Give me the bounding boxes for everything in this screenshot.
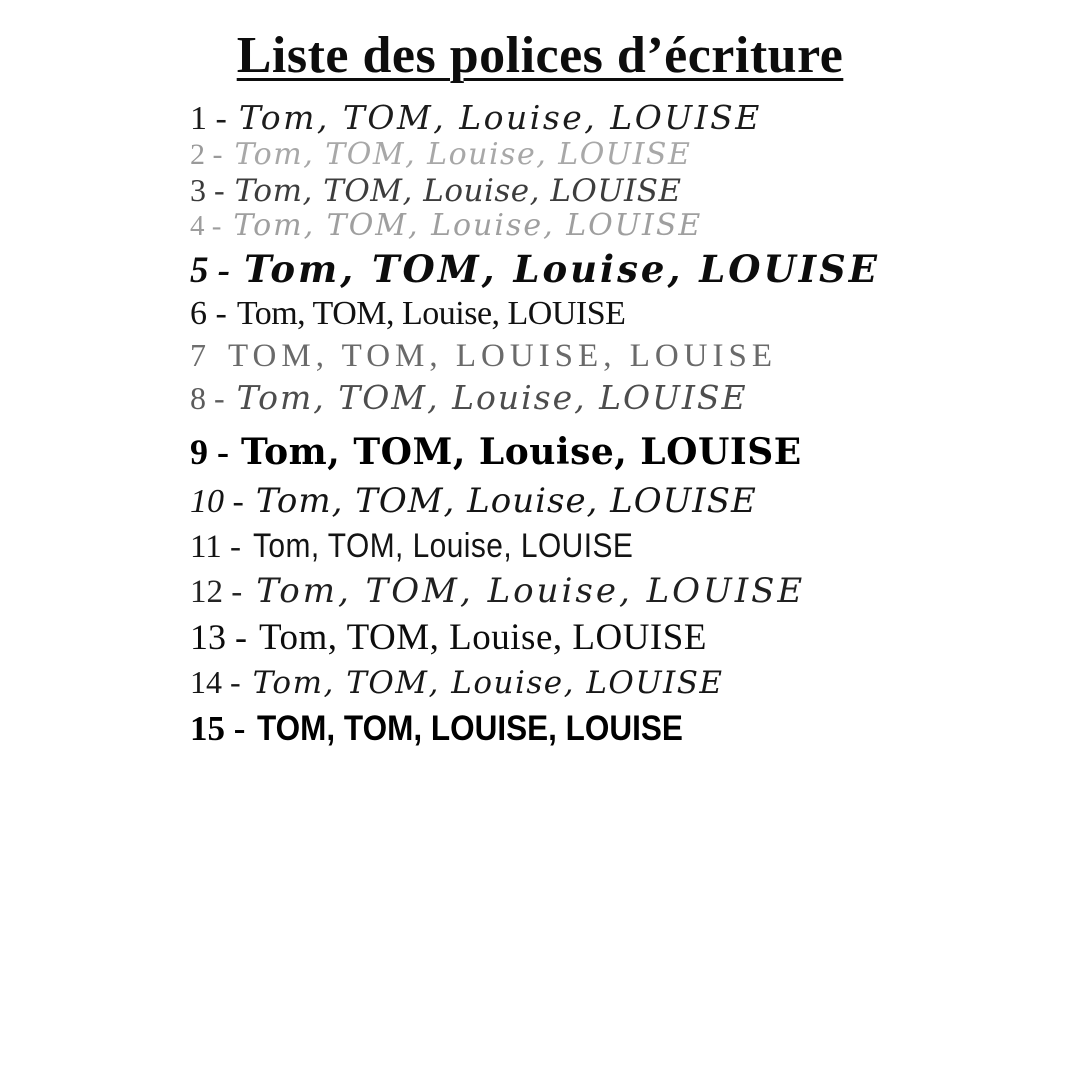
font-sample: Tom, TOM, Louise, LOUISE [236, 378, 748, 417]
font-sample: Tom, TOM, Louise, LOUISE [236, 295, 626, 332]
font-sample: Tom, TOM, Louise, LOUISE [238, 98, 762, 137]
font-index: 4 - [190, 210, 222, 242]
list-item [190, 571, 806, 611]
list-item [190, 619, 707, 656]
font-sample: Tom, TOM, Louise, LOUISE [252, 665, 724, 701]
page-title: Liste des polices d’écriture [236, 27, 844, 84]
font-sample: Tom, TOM, Louise, LOUISE [256, 571, 806, 611]
font-index: 10 - [190, 483, 244, 520]
font-sample: Tom, TOM, Louise, LOUISE [233, 208, 703, 243]
font-sample: Tom, TOM, Louise, LOUISE [259, 617, 707, 658]
font-sample: TOM, TOM, LOUISE, LOUISE [257, 709, 684, 748]
font-list [40, 99, 1040, 746]
list-item [190, 529, 685, 564]
font-index: 11 - [190, 529, 242, 565]
font-index: 5 - [190, 250, 231, 291]
font-index: 8 - [190, 380, 225, 416]
font-index: 7 [190, 337, 206, 373]
list-item [190, 711, 731, 746]
font-index: 9 - [190, 432, 229, 472]
list-item [190, 174, 682, 207]
list-item [190, 137, 692, 172]
list-item [190, 247, 880, 291]
font-sample: Tom, TOM, Louise, LOUISE [253, 527, 634, 565]
list-item [190, 297, 625, 331]
list-item [190, 98, 762, 137]
font-index: 1 - [190, 100, 227, 137]
list-item [190, 431, 802, 473]
font-sample: Tom, TOM, Louise, LOUISE [244, 247, 880, 291]
list-item [190, 378, 748, 417]
list-item [190, 666, 724, 699]
font-index: 12 - [190, 574, 243, 610]
font-index: 3 - [190, 172, 225, 208]
font-index: 15 - [190, 709, 246, 748]
list-item [190, 208, 703, 243]
font-sample: Tom, TOM, Louise, LOUISE [234, 173, 682, 209]
font-index: 2 - [190, 138, 223, 171]
list-item [190, 481, 757, 521]
font-index: 14 - [190, 664, 241, 700]
font-sample: Tom, TOM, Louise, LOUISE [241, 431, 802, 473]
font-sample: Tom, TOM, Louise, LOUISE [255, 481, 757, 521]
font-index: 6 - [190, 295, 227, 332]
list-item [190, 339, 777, 373]
font-sample: Tom, TOM, Louise, LOUISE [234, 137, 692, 172]
font-sample: TOM, TOM, LOUISE, LOUISE [228, 338, 778, 374]
font-index: 13 - [190, 617, 247, 657]
